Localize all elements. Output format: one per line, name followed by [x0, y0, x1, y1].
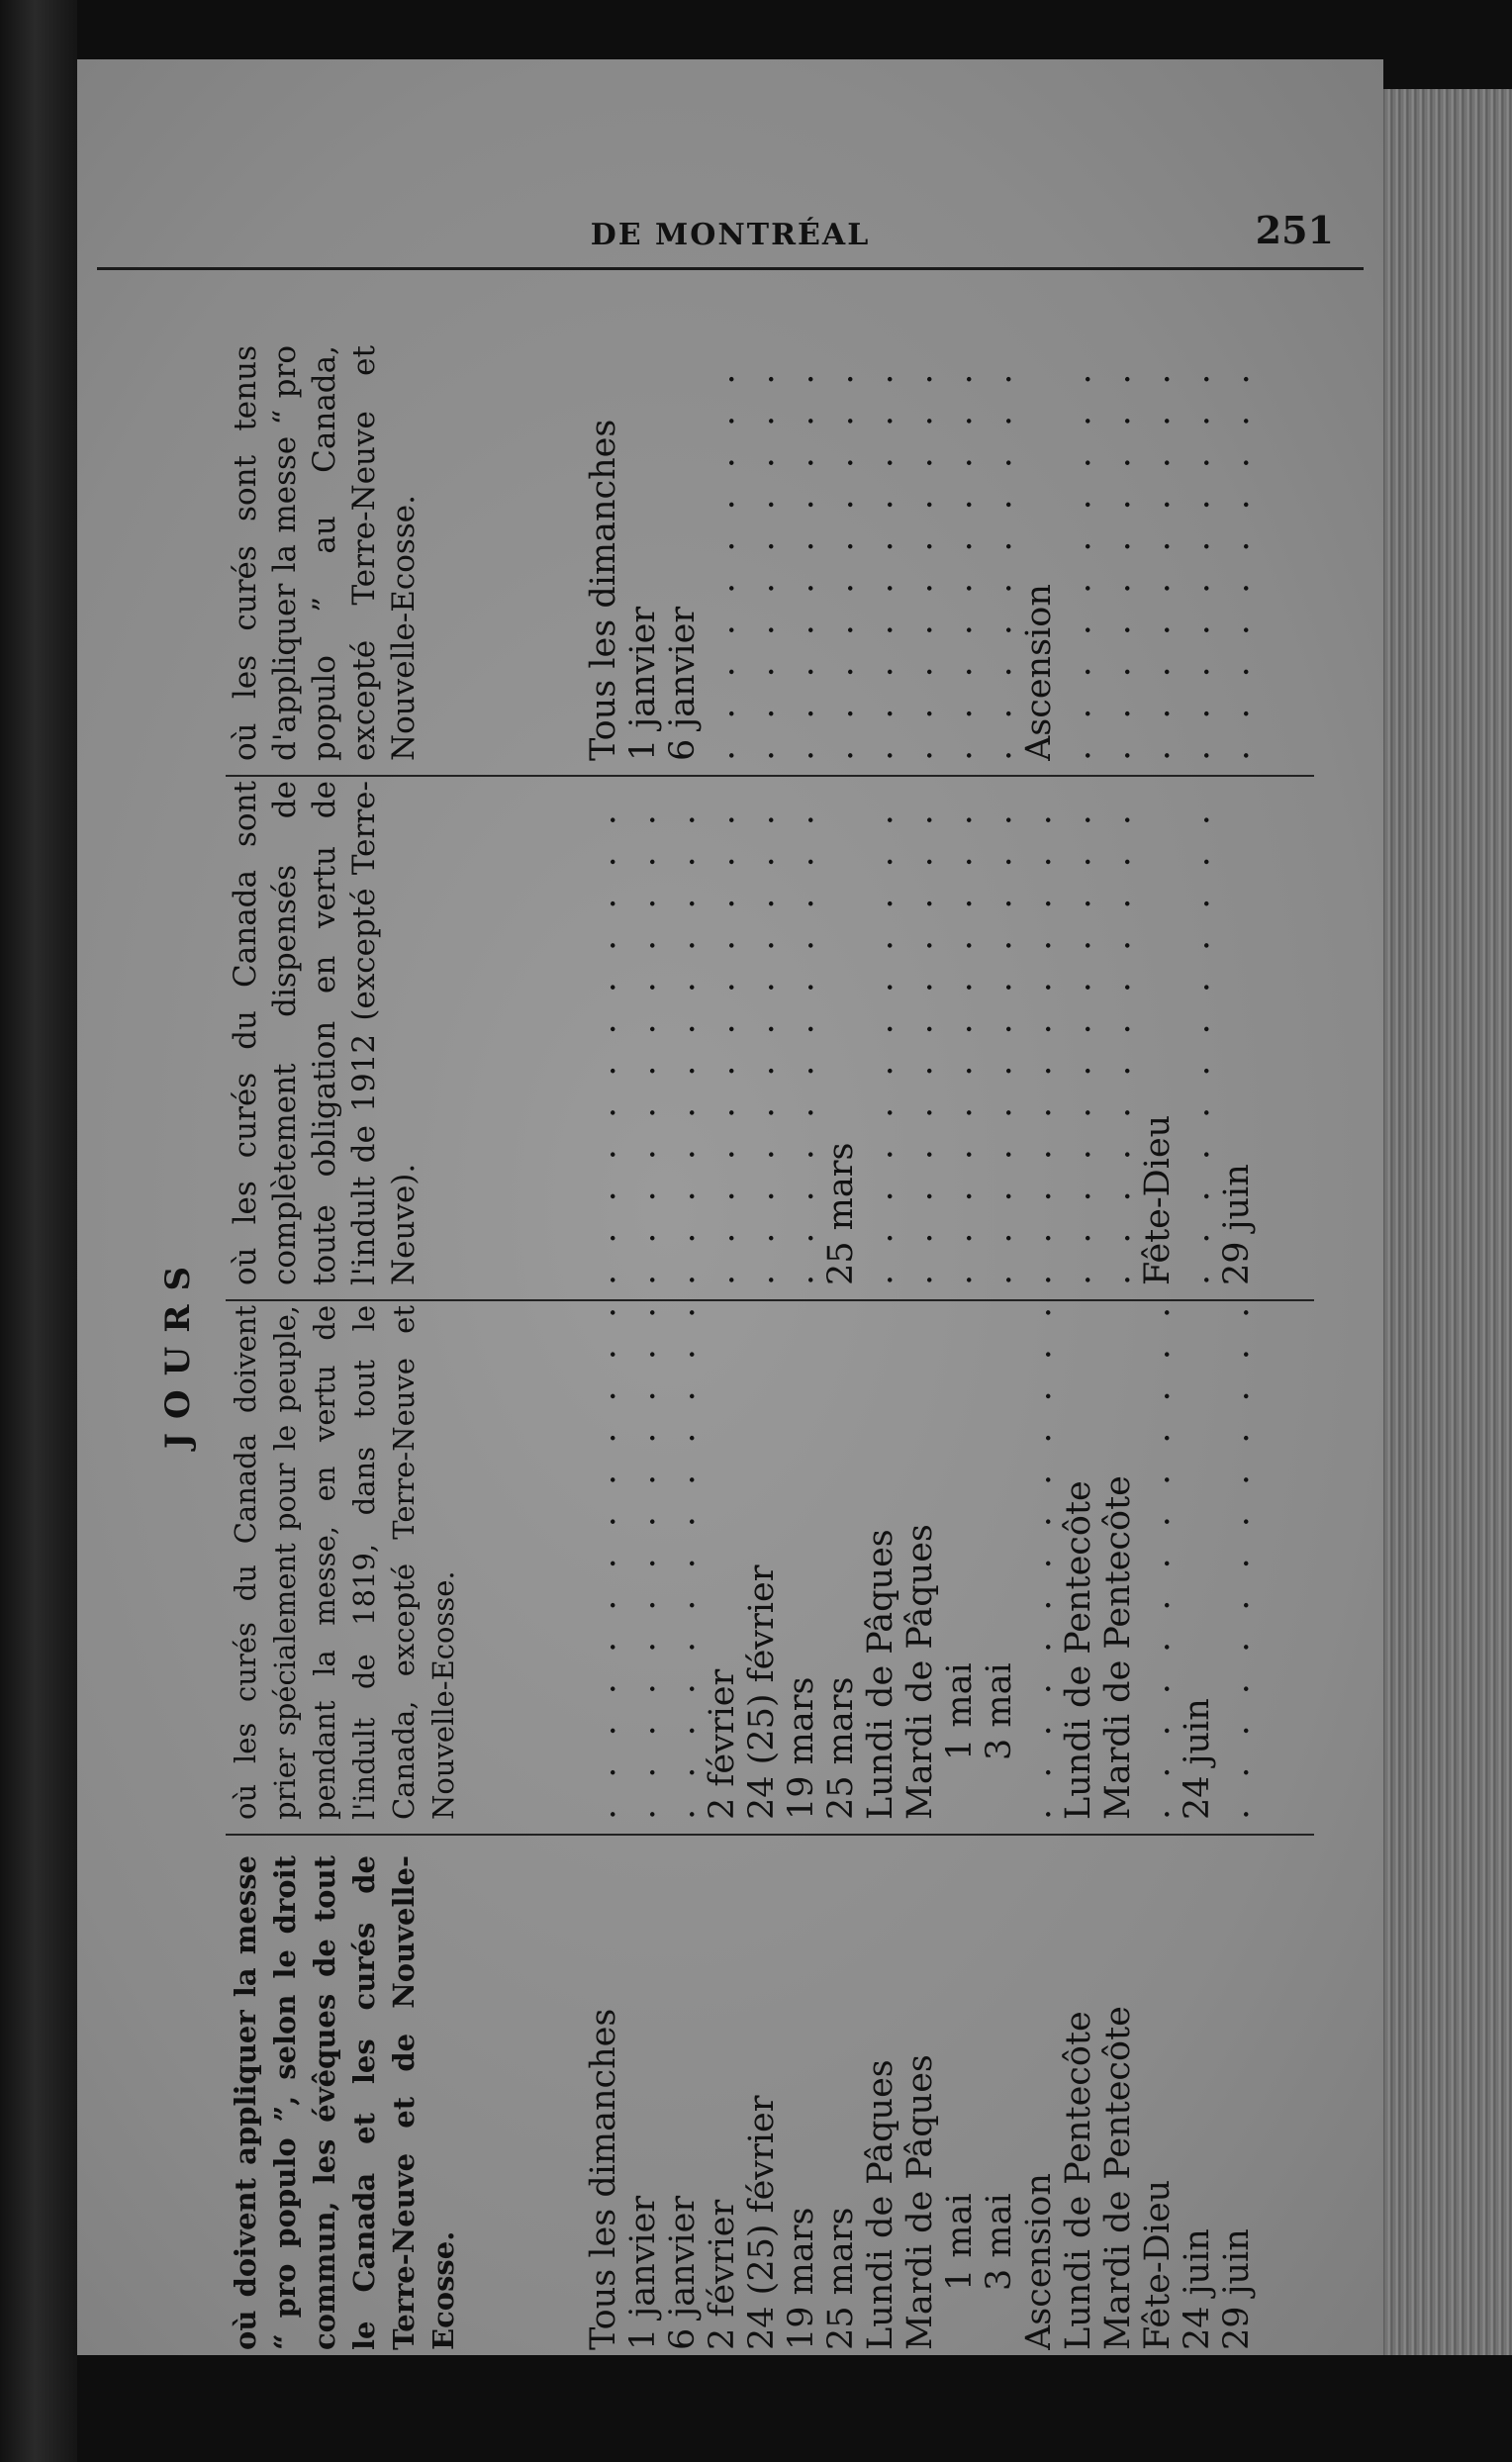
table-caption: JOURS: [158, 1252, 198, 1450]
table-cell: Tous les dimanches: [584, 2008, 623, 2350]
table-cell: [623, 1305, 663, 1820]
column-heading: où les curés du Canada sont complètement dispensés de toute obligation en vertu de l'indult de 1912 (excepté Terre-Neuve).: [228, 781, 422, 1285]
table-cell: 19 mars: [782, 1676, 821, 1820]
column-entries: [584, 1305, 1257, 1820]
table-cell: 1 mai: [940, 2193, 980, 2291]
table-cell: [1059, 781, 1098, 1285]
table-cell: Fête-Dieu: [1138, 1114, 1178, 1285]
table-cell: Lundi de Pâques: [861, 2059, 900, 2350]
table-cell: [1019, 781, 1059, 1285]
table-cell: [861, 345, 900, 761]
page-number: 251: [1255, 208, 1334, 252]
table-cell: 24 juin: [1178, 2228, 1217, 2350]
table-cell: 3 mai: [980, 1662, 1019, 1760]
running-title: DE MONTRÉAL: [590, 218, 871, 252]
table-cell: 3 mai: [980, 2193, 1019, 2291]
table-cell: [821, 345, 861, 761]
column-obligation: [226, 345, 1314, 777]
table-cell: [1138, 345, 1178, 761]
column-entries: [584, 781, 1257, 1285]
table-cell: 2 février: [703, 1668, 742, 1820]
table-cell: [1059, 345, 1098, 761]
table-cell: 29 juin: [1217, 2228, 1257, 2350]
column-indult-1819: [226, 1305, 1314, 1836]
column-indult-1912: [226, 781, 1314, 1301]
table-cell: [1217, 345, 1257, 761]
table-cell: Ascension: [1019, 2173, 1059, 2350]
column-heading: où les curés du Canada doivent prier spécialement pour le peuple, pendant la messe, en vertu de l'indult de 1819, dans tout le Canada, excepté Terre-Neuve et Nouvelle-Ecosse.: [229, 1305, 460, 1820]
table-cell: [900, 345, 940, 761]
page-edges: [1378, 89, 1512, 2355]
table-cell: [663, 1305, 703, 1820]
table-cell: [1138, 1305, 1178, 1820]
table-cell: Ascension: [1019, 584, 1059, 761]
table-cell: Lundi de Pâques: [861, 1529, 900, 1820]
table-cell: 25 mars: [821, 2207, 861, 2350]
table-cell: 19 mars: [782, 2207, 821, 2350]
table-cell: [861, 781, 900, 1285]
column-droit-commun: [226, 1855, 1314, 2350]
table-cell: Mardi de Pentecôte: [1098, 2006, 1138, 2350]
table-cell: [1098, 345, 1138, 761]
table-cell: 25 mars: [821, 1142, 861, 1285]
column-entries: [584, 345, 1257, 761]
table-cell: [1217, 1305, 1257, 1820]
table-cell: Fête-Dieu: [1138, 2179, 1178, 2350]
rotated-table-area: [117, 341, 1324, 2360]
table-cell: 24 (25) février: [742, 2095, 782, 2350]
table-cell: [980, 781, 1019, 1285]
table-cell: Mardi de Pâques: [900, 2054, 940, 2350]
book-binding: [0, 0, 77, 2462]
table-cell: 25 mars: [821, 1676, 861, 1820]
table-cell: [940, 781, 980, 1285]
table-cell: 6 janvier: [663, 2195, 703, 2350]
table-cell: [1098, 781, 1138, 1285]
table-cell: 6 janvier: [663, 606, 703, 761]
table-cell: [703, 345, 742, 761]
table-cell: Mardi de Pentecôte: [1098, 1475, 1138, 1820]
running-header: [97, 208, 1364, 270]
paper-sheet: [77, 59, 1383, 2355]
table-cell: 29 juin: [1217, 1164, 1257, 1285]
table-cell: Tous les dimanches: [584, 419, 623, 761]
table-cell: [900, 781, 940, 1285]
table-cell: [584, 1305, 623, 1820]
table-cell: 2 février: [703, 2199, 742, 2350]
table-cell: Lundi de Pentecôte: [1059, 1480, 1098, 1820]
table-cell: Mardi de Pâques: [900, 1524, 940, 1820]
jours-table: [117, 341, 1324, 2360]
table-cell: 1 janvier: [623, 2195, 663, 2350]
table-cell: [782, 781, 821, 1285]
column-heading: où doivent appliquer la messe “ pro populo ”, selon le droit commun, les évêques de tout le Canada et les curés de Terre-Neuve et de Nouvelle-Ecosse.: [229, 1855, 460, 2350]
table-cell: 24 juin: [1178, 1698, 1217, 1820]
table-cell: [623, 781, 663, 1285]
table-cell: [742, 781, 782, 1285]
table-cell: [980, 345, 1019, 761]
table-cell: [940, 345, 980, 761]
table-cell: 1 janvier: [623, 606, 663, 761]
table-cell: [1019, 1305, 1059, 1820]
table-cell: [663, 781, 703, 1285]
table-cell: [703, 781, 742, 1285]
table-cell: 24 (25) février: [742, 1564, 782, 1820]
column-entries: [584, 1855, 1257, 2350]
table-cell: [742, 345, 782, 761]
table-cell: [782, 345, 821, 761]
table-cell: [1178, 345, 1217, 761]
table-cell: [1178, 781, 1217, 1285]
table-cell: [584, 781, 623, 1285]
column-heading: où les curés sont tenus d'appliquer la messe “ pro populo ” au Canada, excepté Terre-Neuve et Nouvelle-Ecosse.: [228, 345, 422, 761]
table-cell: Lundi de Pentecôte: [1059, 2011, 1098, 2350]
table-cell: 1 mai: [940, 1662, 980, 1760]
